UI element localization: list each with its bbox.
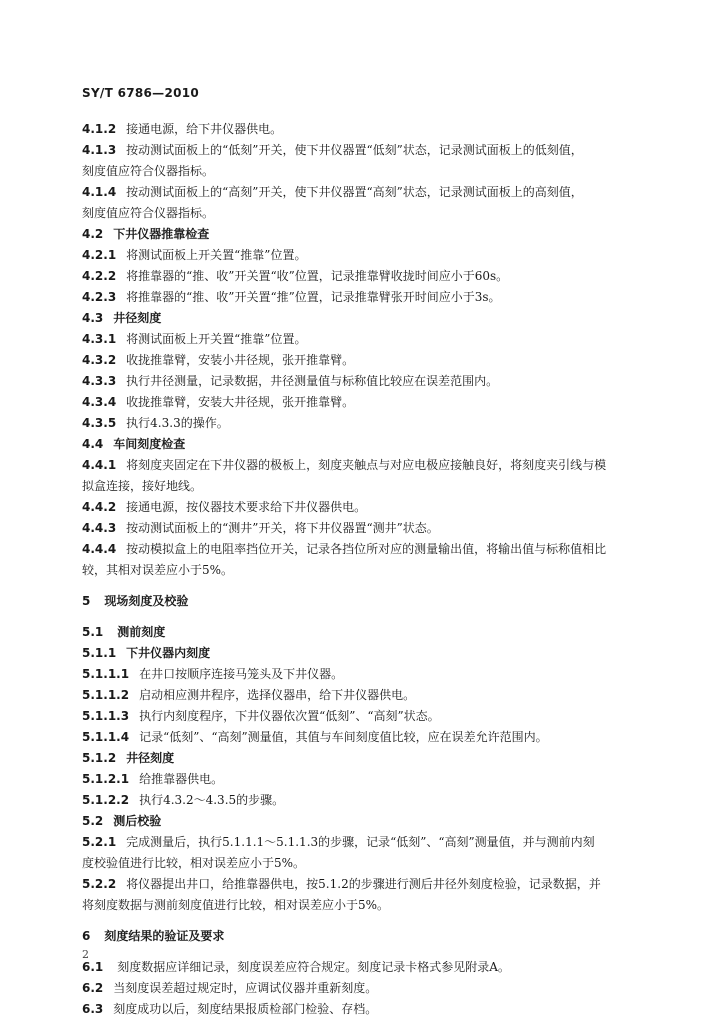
paragraph-line [82,518,642,539]
clause-number: 5.1.2 [82,751,117,765]
clause-number: 4.3.4 [82,395,117,409]
paragraph-line [82,895,642,916]
clause-text: 将推靠器的“推、收”开关置“推”位置，记录推靠臂张开时间应小于3s。 [126,290,501,304]
paragraph-line [82,182,642,203]
clause-text: 车间刻度检查 [113,437,186,451]
clause-number: 4.2 [82,227,104,241]
section-heading [82,926,642,947]
clause-text: 在井口按顺序连接马笼头及下井仪器。 [139,667,344,681]
clause-text: 下井仪器推靠检查 [113,227,210,241]
clause-text: 执行内刻度程序，下井仪器依次置“低刻”、“高刻”状态。 [139,709,440,723]
standard-code-header: SY/T 6786—2010 [82,86,200,100]
clause-number: 5.2.2 [82,877,117,891]
clause-text: 接通电源，给下井仪器供电。 [126,122,283,136]
section-heading [82,308,642,329]
clause-text: 启动相应测井程序，选择仪器串，给下井仪器供电。 [139,688,416,702]
clause-text: 刻度成功以后，刻度结果报质检部门检验、存档。 [113,1002,378,1016]
clause-text: 执行井径测量，记录数据，井径测量值与标称值比较应在误差范围内。 [126,374,499,388]
paragraph-line [82,727,642,748]
section-heading [82,224,642,245]
clause-text: 收拢推靠臂，安装大井径规，张开推靠臂。 [126,395,355,409]
clause-text: 下井仪器内刻度 [126,646,211,660]
clause-number: 6 [82,929,91,943]
paragraph-line [82,245,642,266]
paragraph-line [82,664,642,685]
clause-text: 按动模拟盒上的电阻率挡位开关，记录各挡位所对应的测量输出值，将输出值与标称值相比 [126,542,607,556]
clause-text: 拟盒连接，接好地线。 [82,479,203,493]
clause-number: 5.1.1.3 [82,709,130,723]
paragraph-line [82,203,642,224]
paragraph-line [82,769,642,790]
paragraph-line [82,476,642,497]
clause-text: 收拢推靠臂，安装小井径规，张开推靠臂。 [126,353,355,367]
clause-text: 将推靠器的“推、收”开关置“收”位置，记录推靠臂收拢时间应小于60s。 [126,269,509,283]
clause-number: 4.1.4 [82,185,117,199]
clause-number: 4.4.1 [82,458,117,472]
paragraph-line [82,119,642,140]
clause-text: 接通电源，按仪器技术要求给下井仪器供电。 [126,500,367,514]
clause-text: 将测试面板上开关置“推靠”位置。 [126,248,307,262]
document-body [82,119,642,1020]
clause-text: 记录“低刻”、“高刻”测量值，其值与车间刻度值比较，应在误差允许范围内。 [139,730,548,744]
paragraph-line [82,999,642,1020]
clause-number: 4.2.3 [82,290,117,304]
clause-text: 测前刻度 [117,625,166,639]
section-heading [82,591,642,612]
section-heading [82,434,642,455]
paragraph-line [82,706,642,727]
paragraph-line [82,329,642,350]
clause-text: 按动测试面板上的“低刻”开关，使下井仪器置“低刻”状态，记录测试面板上的低刻值， [126,143,583,157]
clause-text: 井径刻度 [126,751,175,765]
clause-text: 按动测试面板上的“高刻”开关，使下井仪器置“高刻”状态，记录测试面板上的高刻值， [126,185,583,199]
clause-number: 4.2.2 [82,269,117,283]
paragraph-line [82,790,642,811]
paragraph-line [82,685,642,706]
clause-text: 井径刻度 [113,311,162,325]
clause-number: 4.3 [82,311,104,325]
paragraph-line [82,539,642,560]
clause-number: 5.2.1 [82,835,117,849]
clause-number: 4.4.4 [82,542,117,556]
paragraph-line [82,455,642,476]
clause-number: 6.3 [82,1002,104,1016]
clause-text: 刻度数据应详细记录，刻度误差应符合规定。刻度记录卡格式参见附录A。 [117,960,510,974]
clause-text: 当刻度误差超过规定时，应调试仪器并重新刻度。 [113,981,378,995]
clause-text: 将刻度夹固定在下井仪器的极板上，刻度夹触点与对应电极应接触良好，将刻度夹引线与模 [126,458,607,472]
clause-text: 现场刻度及校验 [104,594,189,608]
paragraph-line [82,413,642,434]
paragraph-line [82,957,642,978]
clause-text: 执行4.3.3的操作。 [126,416,229,430]
clause-text: 完成测量后，执行5.1.1.1～5.1.1.3的步骤，记录“低刻”、“高刻”测量值，并与测前内刻 [126,835,595,849]
paragraph-line [82,287,642,308]
clause-text: 刻度值应符合仪器指标。 [82,206,215,220]
clause-number: 6.2 [82,981,104,995]
clause-number: 5.1.2.2 [82,793,130,807]
paragraph-line [82,874,642,895]
clause-number: 5.1.1 [82,646,117,660]
paragraph-line [82,978,642,999]
clause-text: 按动测试面板上的“测井”开关，将下井仪器置“测井”状态。 [126,521,439,535]
clause-text: 测后校验 [113,814,162,828]
clause-number: 4.4.3 [82,521,117,535]
clause-text: 将测试面板上开关置“推靠”位置。 [126,332,307,346]
paragraph-line [82,161,642,182]
section-heading [82,748,642,769]
clause-number: 4.4 [82,437,104,451]
page-number: 2 [82,948,89,961]
paragraph-line [82,497,642,518]
paragraph-line [82,832,642,853]
clause-text: 给推靠器供电。 [139,772,224,786]
clause-number: 4.1.2 [82,122,117,136]
paragraph-line [82,371,642,392]
paragraph-line [82,350,642,371]
clause-number: 4.2.1 [82,248,117,262]
clause-text: 较，其相对误差应小于5%。 [82,563,234,577]
clause-number: 6.1 [82,960,104,974]
clause-number: 5.1.2.1 [82,772,130,786]
clause-text: 执行4.3.2～4.3.5的步骤。 [139,793,285,807]
paragraph-line [82,140,642,161]
clause-text: 将刻度数据与测前刻度值进行比较，相对误差应小于5%。 [82,898,390,912]
clause-number: 4.3.3 [82,374,117,388]
clause-number: 4.4.2 [82,500,117,514]
clause-number: 4.3.2 [82,353,117,367]
clause-number: 5.1.1.4 [82,730,130,744]
clause-number: 4.3.1 [82,332,117,346]
clause-number: 5.2 [82,814,104,828]
clause-number: 5.1.1.2 [82,688,130,702]
clause-text: 刻度值应符合仪器指标。 [82,164,215,178]
clause-text: 刻度结果的验证及要求 [104,929,225,943]
section-heading [82,811,642,832]
clause-number: 4.1.3 [82,143,117,157]
paragraph-line [82,392,642,413]
paragraph-line [82,560,642,581]
clause-text: 将仪器提出井口，给推靠器供电，按5.1.2的步骤进行测后井径外刻度检验，记录数据，并 [126,877,601,891]
clause-text: 度校验值进行比较，相对误差应小于5%。 [82,856,306,870]
clause-number: 5.1 [82,625,104,639]
clause-number: 5 [82,594,91,608]
clause-number: 4.3.5 [82,416,117,430]
section-heading [82,643,642,664]
paragraph-line [82,853,642,874]
section-heading [82,622,642,643]
clause-number: 5.1.1.1 [82,667,130,681]
paragraph-line [82,266,642,287]
